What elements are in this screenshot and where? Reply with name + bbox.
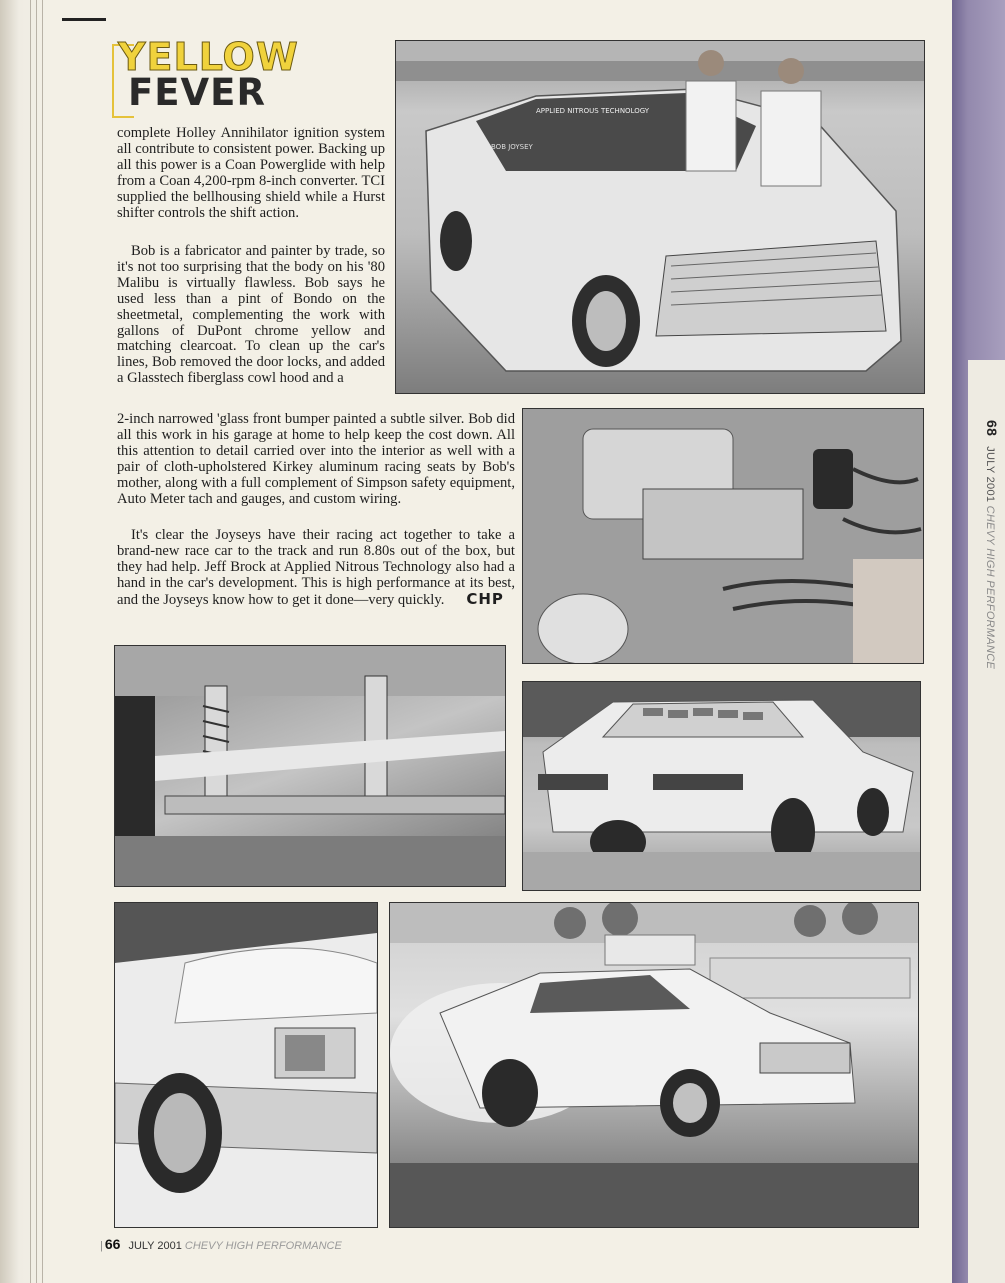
photo-car-rear xyxy=(522,681,921,891)
photo-engine-bay xyxy=(522,408,924,664)
top-rule xyxy=(62,18,106,21)
binding-gutter xyxy=(0,0,48,1283)
body-paragraph-3 xyxy=(117,528,515,609)
photo-rear-suspension xyxy=(114,645,506,887)
photo-car-with-crew xyxy=(395,40,925,394)
publication-name: CHEVY HIGH PERFORMANCE xyxy=(184,1240,342,1252)
facing-publication-name: CHEVY HIGH PERFORMANCE xyxy=(984,505,996,670)
burnout-illustration xyxy=(390,903,918,1227)
title-line-fever: FEVER xyxy=(128,71,266,114)
paragraph-3-text: It's clear the Joyseys have their racing act together to take a brand-new race car to the track and run 8.80s out of the box, but they had help. Jeff Brock at Applied Nitrous Technology also had a hand in the car's development. This is high performance at its best, and the Joyseys know how to get it done—very quickly. xyxy=(117,527,515,608)
car-illustration-front xyxy=(396,41,924,393)
facing-page-number: 68 xyxy=(984,420,1000,437)
body-paragraph-2-wide: 2-inch narrowed 'glass front bumper painted a subtle silver. Bob did all this work in his garage at home to help keep the cost down. All this attention to detail carried over into the interior as well with a pair of cloth-upholstered Kirkey aluminum racing seats by Bob's mother, along with a full complement of Simpson safety equipment, Auto Meter tach and gauges, and custom wiring. xyxy=(117,411,515,507)
photo-front-corner-closeup xyxy=(114,902,378,1228)
engine-illustration xyxy=(523,409,923,663)
facing-page-folio xyxy=(970,420,1004,680)
facing-issue-date: JULY 2001 xyxy=(984,446,996,503)
title-line-yellow: YELLOW xyxy=(118,35,299,79)
issue-date: JULY 2001 xyxy=(128,1240,182,1252)
page-number: 66 xyxy=(104,1236,121,1252)
car-illustration-rear xyxy=(523,682,920,890)
page-folio: | 66 JULY 2001 CHEVY HIGH PERFORMANCE xyxy=(100,1236,342,1252)
chp-end-mark: CHP xyxy=(466,589,504,608)
article-title xyxy=(112,35,394,122)
door-name-label: BOB JOYSEY xyxy=(491,143,533,151)
car-illustration-corner xyxy=(115,903,377,1227)
body-paragraph-2-narrow: Bob is a fabricator and painter by trade, so it's not too surprising that the body on his '80 Malibu is virtually flawless. Bob says he used less than a pint of Bondo on the sheetmetal, complementing the work with gallons of DuPont chrome yellow and matching clearcoat. To clean up the car's lines, Bob removed the door locks, and added a Glasstech fiberglass cowl hood and a xyxy=(117,243,385,387)
photo-burnout xyxy=(389,902,919,1228)
suspension-illustration xyxy=(115,646,505,886)
body-paragraph-1: complete Holley Annihilator ignition system all contribute to consistent power. Backing up all this power is a Coan Powerglide with help from a Coan 4,200-rpm 8-inch converter. TCI supplied the bellhousing shield while a Hurst shifter controls the shift action. xyxy=(117,125,385,221)
windshield-banner: APPLIED NITROUS TECHNOLOGY xyxy=(536,107,650,115)
